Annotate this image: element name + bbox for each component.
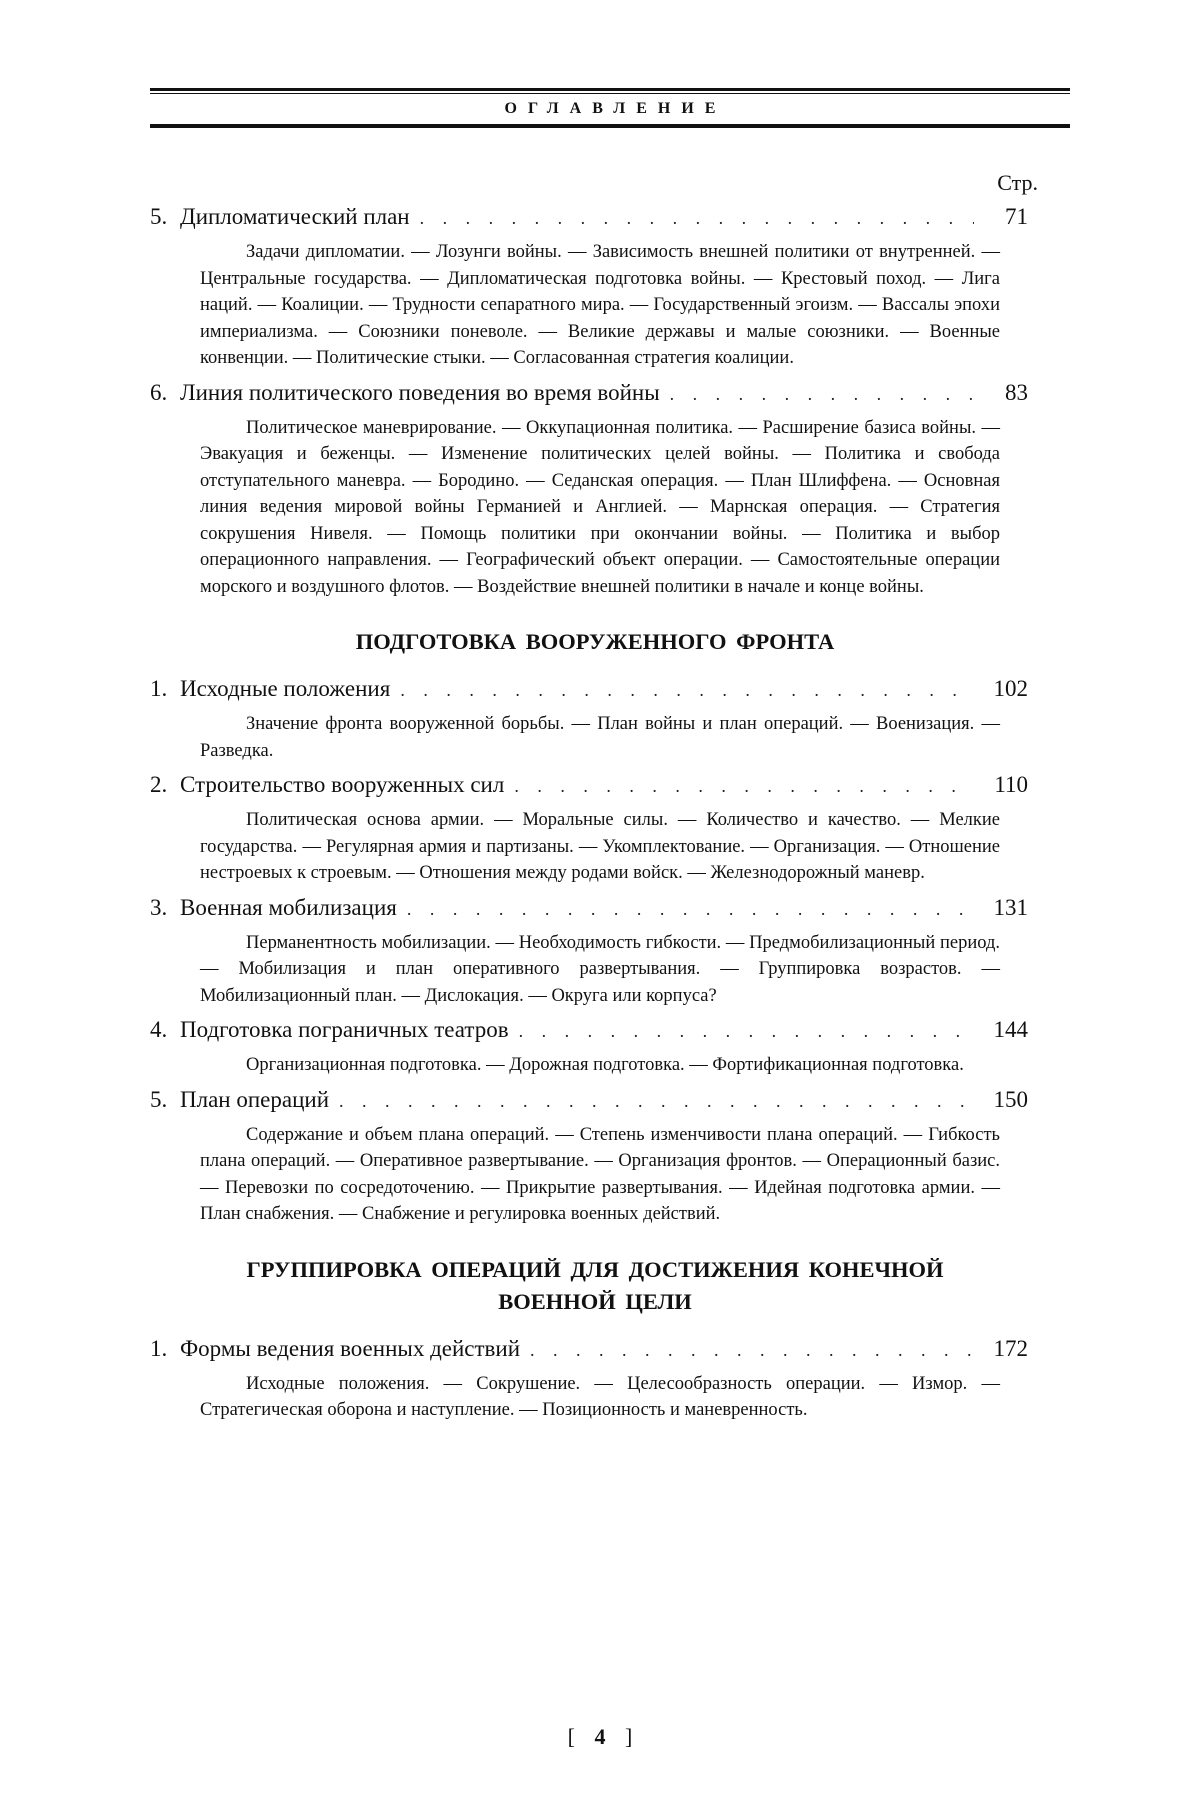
header-rule-top-thin (150, 93, 1070, 94)
toc-entry-line[interactable] (150, 893, 1040, 924)
section-title-line1: ГРУППИРОВКА ОПЕРАЦИЙ ДЛЯ ДОСТИЖЕНИЯ КОНЕЧНОЙ (246, 1256, 944, 1282)
section-title-line2: ВОЕННОЙ ЦЕЛИ (498, 1288, 692, 1314)
entry-page-number: 71 (1005, 204, 1028, 229)
toc-entry-line[interactable] (150, 1334, 1040, 1365)
entry-title: Дипломатический план (180, 204, 410, 229)
entry-number: 5. (150, 1086, 168, 1112)
toc-entry-line[interactable] (150, 674, 1040, 705)
entry-description: Организационная подготовка. — Дорожная подготовка. — Фортификационная подготовка. (246, 1055, 964, 1075)
entry-description: Политическая основа армии. — Моральные силы. — Количество и качество. — Мелкие государства. — Регулярная армия и партизаны. — Укомплектование. — Организация. — Отношение нестроевых к строевым. — Отношения между родами войск. — Железнодорожный маневр. (200, 810, 1000, 883)
entry-title: Подготовка пограничных театров (180, 1017, 509, 1042)
section-title (150, 1254, 1040, 1318)
entry-number: 1. (150, 1335, 168, 1361)
entry-number: 4. (150, 1017, 168, 1042)
table-of-contents (150, 170, 1040, 1430)
toc-entry-line[interactable] (150, 1015, 1040, 1046)
running-header (150, 88, 1070, 128)
entry-number: 5. (150, 204, 168, 229)
entry-page-number: 172 (993, 1335, 1028, 1361)
footer-bracket-close: ] (625, 1724, 633, 1749)
entry-title: Строительство вооруженных сил (180, 772, 505, 797)
entry-page-number: 131 (993, 894, 1028, 920)
toc-entry (150, 1085, 1040, 1228)
entry-page-number: 144 (993, 1017, 1028, 1042)
header-rule-top (150, 88, 1070, 91)
dot-leader (670, 379, 974, 409)
toc-entry-line[interactable] (150, 202, 1040, 233)
dot-leader (420, 203, 974, 233)
toc-entry (150, 378, 1040, 601)
running-head-title: ОГЛАВЛЕНИЕ (504, 100, 727, 117)
entry-title: Формы ведения военных действий (180, 1335, 521, 1361)
entry-description: Содержание и объем плана операций. — Степень изменчивости плана операций. — Гибкость плана операций. — Оперативное развертывание. — Организация фронтов. — Операционный базис. — Перевозки по сосредоточению. — Прикрытие развертывания. — Идейная подготовка армии. — План снабжения. — Снабжение и регулировка военных действий. (200, 1124, 1000, 1224)
entry-description: Задачи дипломатии. — Лозунги войны. — Зависимость внешней политики от внутренней. — Центральные государства. — Дипломатическая подготовка войны. — Крестовый поход. — Лига наций. — Коалиции. — Трудности сепаратного мира. — Государственный эгоизм. — Вассалы эпохи империализма. — Союзники поневоле. — Великие державы и малые союзники. — Военные конвенции. — Политические стыки. — Согласованная стратегия коалиции. (200, 242, 1000, 368)
entry-description: Исходные положения. — Сокрушение. — Целесообразность операции. — Измор. — Стратегическая оборона и наступление. — Позиционность и маневренность. (200, 1373, 1000, 1420)
entry-number: 1. (150, 676, 168, 701)
entry-description: Значение фронта вооруженной борьбы. — План войны и план операций. — Военизация. — Разведка. (200, 714, 1000, 761)
toc-entry (150, 1334, 1040, 1424)
entry-page-number: 150 (993, 1086, 1028, 1112)
entry-description: Политическое маневрирование. — Оккупационная политика. — Расширение базиса войны. — Эвакуация и беженцы. — Изменение политических целей войны. — Политика и свобода отступательного маневра. — Бородино. — Седанская операция. — План Шлиффена. — Основная линия ведения мировой войны Германией и Англией. — Марнская операция. — Стратегия сокрушения Нивеля. — Помощь политики при окончании войны. — Политика и выбор операционного направления. — Географический объект операции. — Самостоятельные операции морского и воздушного флотов. — Воздействие внешней политики в начале и конце войны. (200, 417, 1000, 597)
toc-entry (150, 770, 1040, 887)
dot-leader (339, 1086, 974, 1116)
toc-entry (150, 674, 1040, 764)
toc-entry-line[interactable] (150, 1085, 1040, 1116)
toc-entry (150, 1015, 1040, 1079)
entry-title: Линия политического поведения во время войны (180, 379, 660, 405)
header-rule-bottom (150, 125, 1070, 128)
footer-bracket-open: [ (567, 1724, 575, 1749)
dot-leader (519, 1016, 974, 1046)
footer-page-number: 4 (594, 1724, 606, 1749)
entry-title: План операций (180, 1086, 330, 1112)
page-footer (0, 1724, 1200, 1750)
entry-number: 2. (150, 772, 168, 797)
entry-number: 6. (150, 379, 168, 405)
dot-leader (530, 1335, 974, 1365)
section-title: ПОДГОТОВКА ВООРУЖЕННОГО ФРОНТА (355, 629, 835, 654)
entry-description: Перманентность мобилизации. — Необходимость гибкости. — Предмобилизационный период. — Мобилизация и план оперативного развертывания. — Группировка возрастов. — Мобилизационный план. — Дислокация. — Округа или корпуса? (200, 932, 1000, 1006)
entry-page-number: 83 (1005, 379, 1028, 405)
entry-page-number: 110 (994, 772, 1028, 797)
dot-leader (407, 894, 974, 924)
entry-page-number: 102 (993, 676, 1028, 701)
toc-entry-line[interactable] (150, 378, 1040, 409)
entry-number: 3. (150, 894, 168, 920)
dot-leader (514, 771, 974, 801)
entry-title: Исходные положения (180, 676, 391, 701)
entry-title: Военная мобилизация (180, 894, 397, 920)
page-column-label: Стр. (997, 170, 1038, 195)
toc-entry-line[interactable] (150, 770, 1040, 801)
toc-entry (150, 202, 1040, 372)
dot-leader (400, 675, 974, 705)
toc-entry (150, 893, 1040, 1010)
